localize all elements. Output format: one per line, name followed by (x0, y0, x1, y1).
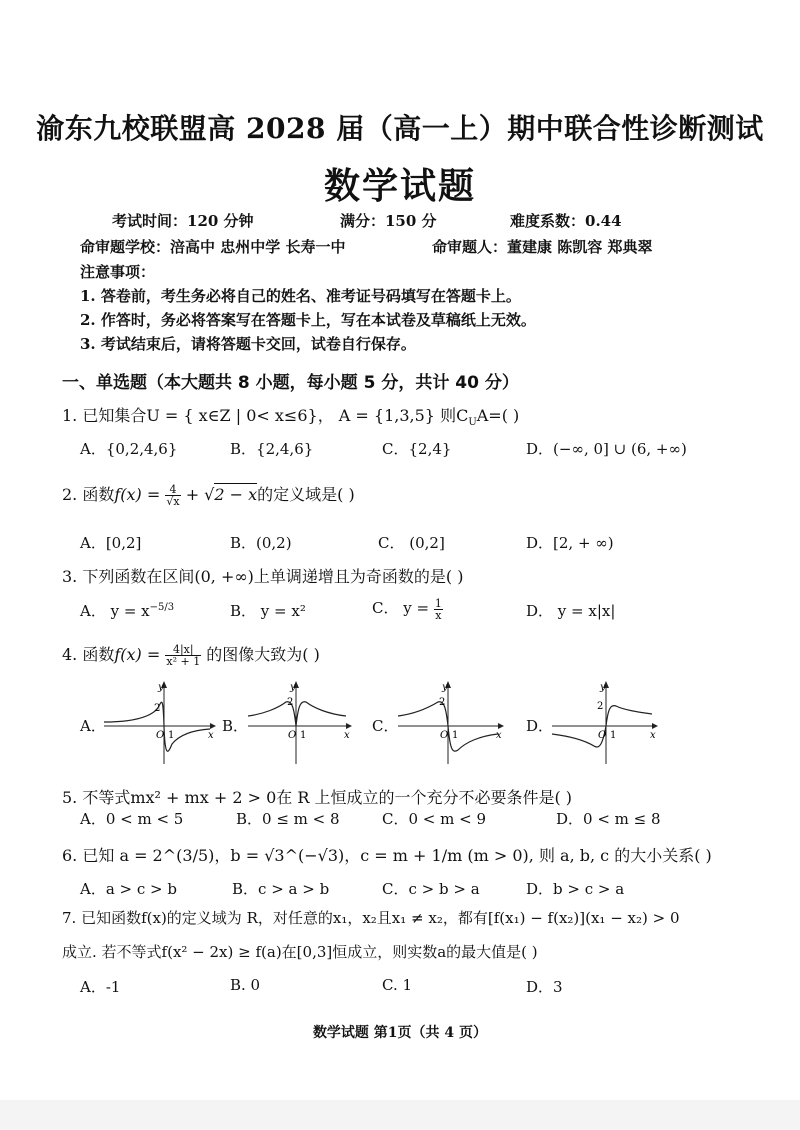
q3-option-d: D． y = x|x| (526, 602, 616, 620)
question-3: 3. 下列函数在区间(0, +∞)上单调递增且为奇函数的是( ) (62, 567, 464, 586)
graph-c-y-label: y (442, 682, 448, 693)
graph-d-tick-1: 1 (610, 730, 617, 741)
q3-option-b: B． y = x² (230, 602, 306, 620)
q7-option-c: C. 1 (382, 976, 413, 994)
q2-fx: f(x) = (114, 485, 161, 504)
graph-b-tick-2: 2 (287, 697, 294, 708)
exam-subject: 数学试题 (323, 165, 476, 207)
q4-graph-d (548, 678, 660, 768)
q3-opt-c-den: x (435, 608, 442, 622)
graph-c-x-label: x (496, 730, 502, 741)
q6-option-d: D．b > c > a (526, 880, 625, 898)
q2-stem-b: 的定义域是( ) (257, 485, 355, 504)
graph-b-y-label: y (290, 682, 296, 693)
q2-frac-num: 4 (165, 484, 180, 496)
section-title: 一、单选题（本大题共 8 小题，每小题 5 分，共计 40 分） (62, 373, 519, 393)
q3-opt-a-exp: −5/3 (149, 602, 175, 613)
q4-graph-c (394, 678, 506, 768)
graph-a-x-label: x (208, 730, 214, 741)
q4-option-b-label: B． (222, 717, 249, 735)
note-item: 2. 作答时，务必将答案写在答题卡上，写在本试卷及草稿纸上无效。 (80, 311, 536, 329)
question-4 (62, 642, 320, 667)
q2-plus: + √ (185, 485, 215, 504)
graph-d-tick-2: 2 (597, 701, 604, 712)
q4-graph-b (244, 678, 354, 768)
q4-option-d-label: D． (526, 717, 554, 735)
page-footer: 数学试题 第1页（共 4 页） (312, 1025, 488, 1041)
notes-title: 注意事项： (80, 263, 156, 281)
q4-frac-num: 4|x| (165, 644, 201, 656)
q7-option-b: B. 0 (230, 976, 261, 994)
question-5: 5. 不等式mx² + mx + 2 > 0在 R 上恒成立的一个充分不必要条件是( ) (62, 788, 573, 807)
exam-time: 考试时间：120 分钟 (112, 212, 254, 230)
exam-difficulty: 难度系数：0.44 (510, 212, 622, 230)
q5-option-c: C．0 < m < 9 (382, 810, 486, 828)
graph-d-y-label: y (600, 682, 606, 693)
graph-a-tick-1: 1 (168, 730, 175, 741)
q1-option-d: D．(−∞, 0] ∪ (6, +∞) (526, 440, 687, 458)
q2-option-a: A．[0,2] (80, 534, 142, 552)
q2-option-d: D．[2, + ∞) (526, 534, 614, 552)
q1-stem-end: A=( ) (476, 406, 520, 425)
q4-fx: f(x) = (114, 645, 161, 664)
graph-a-tick-2: 2 (154, 703, 161, 714)
note-item: 1. 答卷前，考生务必将自己的姓名、准考证号码填写在答题卡上。 (80, 287, 521, 305)
q5-option-a: A．0 < m < 5 (80, 810, 184, 828)
graph-c-origin: O (440, 730, 449, 741)
graph-c-tick-2: 2 (439, 697, 446, 708)
question-6: 6. 已知 a = 2^(3/5)，b = √3^(−√3)，c = m + 1/m (m > 0), 则 a, b, c 的大小关系( ) (62, 846, 712, 865)
graph-b-origin: O (288, 730, 297, 741)
question-2 (62, 482, 355, 507)
q4-fraction (165, 644, 201, 667)
graph-b-tick-1: 1 (300, 730, 307, 741)
q5-option-b: B．0 ≤ m < 8 (236, 810, 340, 828)
graph-d-origin: O (598, 730, 607, 741)
q2-option-b: B．(0,2) (230, 534, 292, 552)
exam-title: 渝东九校联盟高 2028 届（高一上）期中联合性诊断测试 (36, 112, 764, 145)
q7-option-a: A．-1 (80, 978, 121, 996)
q3-option-a (80, 600, 174, 621)
q6-option-a: A．a > c > b (80, 880, 177, 898)
q6-option-b: B．c > a > b (232, 880, 330, 898)
q1-stem-sub: U (468, 417, 477, 429)
q3-opt-a-pre: A． y = x (80, 602, 150, 620)
q1-stem: 1. 已知集合U = { x∈Z | 0< x≤6}， A = {1,3,5} 则C (62, 406, 469, 425)
q6-option-c: C．c > b > a (382, 880, 480, 898)
q4-stem-a: 4. 函数 (62, 645, 115, 664)
q3-opt-c-frac (434, 598, 443, 621)
question-7-line-2: 成立. 若不等式f(x² − 2x) ≥ f(a)在[0,3]恒成立，则实数a的最大值是( ) (62, 943, 538, 961)
graph-d-x-label: x (650, 730, 656, 741)
q5-option-d: D．0 < m ≤ 8 (556, 810, 661, 828)
graph-a-y-label: y (158, 682, 164, 693)
question-1 (62, 403, 519, 428)
exam-score: 满分：150 分 (340, 212, 437, 230)
q1-option-c: C．{2,4} (382, 440, 452, 458)
q2-option-c: C． (0,2] (378, 534, 445, 552)
graph-c-tick-1: 1 (452, 730, 459, 741)
q1-option-a: A．{0,2,4,6} (80, 440, 178, 458)
exam-authors: 命审题人：董建康 陈凯容 郑典翠 (432, 238, 653, 256)
note-item: 3. 考试结束后，请将答题卡交回，试卷自行保存。 (80, 335, 416, 353)
q3-opt-c-num: 1 (434, 596, 442, 610)
q4-stem-b: 的图像大致为( ) (206, 645, 320, 664)
q7-option-d: D．3 (526, 978, 563, 996)
q2-frac-den: √x (166, 495, 180, 508)
q2-stem-a: 2. 函数 (62, 485, 115, 504)
q2-radicand: 2 − x (214, 485, 258, 504)
q2-fraction (165, 484, 180, 507)
q3-opt-c-pre: C． y = (372, 599, 430, 617)
exam-schools: 命审题学校：涪高中 忠州中学 长寿一中 (80, 238, 346, 256)
graph-a-origin: O (156, 730, 165, 741)
question-7-line-1: 7. 已知函数f(x)的定义域为 R，对任意的x₁，x₂且x₁ ≠ x₂，都有[f(x₁) − f(x₂)](x₁ − x₂) > 0 (62, 909, 680, 927)
q3-option-c (372, 597, 443, 621)
q4-frac-den: x² + 1 (166, 655, 201, 668)
q1-option-b: B．{2,4,6} (230, 440, 314, 458)
q4-option-c-label: C． (372, 717, 399, 735)
graph-b-x-label: x (344, 730, 350, 741)
q4-option-a-label: A． (80, 717, 106, 735)
bottom-margin (0, 1100, 800, 1130)
q4-graph-a (100, 678, 218, 768)
